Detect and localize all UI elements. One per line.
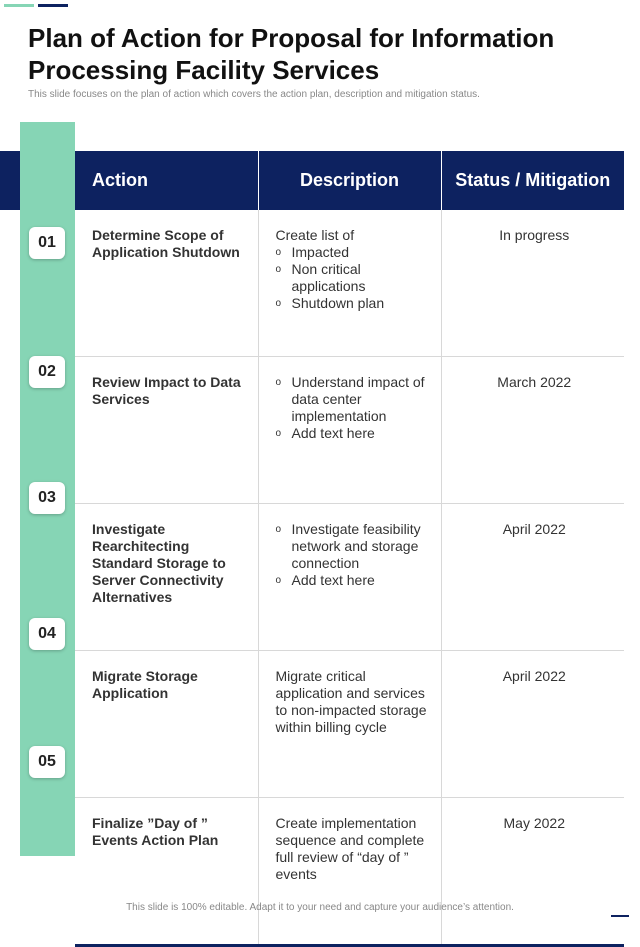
top-accent-navy — [38, 4, 68, 7]
bullet-text: Add text here — [291, 425, 375, 441]
description-cell — [258, 210, 441, 357]
step-number-badge: 03 — [29, 482, 65, 514]
description-text: Migrate critical application and services to non-impacted storage within billing cycle — [275, 668, 427, 735]
bullet-circle-icon: o — [275, 428, 282, 439]
status-cell: May 2022 — [441, 798, 624, 946]
bullet-circle-icon: o — [275, 298, 282, 309]
bullet-text: Impacted — [291, 244, 350, 260]
action-cell: Review Impact to Data Services — [75, 357, 258, 504]
table-row — [75, 357, 624, 504]
action-cell: Determine Scope of Application Shutdown — [75, 210, 258, 357]
step-number-badge: 05 — [29, 746, 65, 778]
table-header-row — [75, 151, 624, 210]
table-row — [75, 504, 624, 651]
table-row — [75, 798, 624, 946]
page-title: Plan of Action for Proposal for Information Processing Facility Services — [28, 23, 555, 85]
header-description: Description — [258, 151, 441, 210]
description-cell — [258, 651, 441, 798]
description-bullet — [276, 374, 427, 425]
description-text: Create implementation sequence and complete full review of “day of ” events — [275, 815, 425, 882]
status-cell: April 2022 — [441, 651, 624, 798]
bullet-text: Shutdown plan — [291, 295, 385, 311]
step-number-badge: 02 — [29, 356, 65, 388]
description-text: Create list of — [275, 227, 355, 243]
bullet-text: Non critical applications — [291, 261, 366, 294]
description-cell — [258, 357, 441, 504]
status-cell: In progress — [441, 210, 624, 357]
bullet-circle-icon: o — [275, 264, 282, 275]
bullet-circle-icon: o — [275, 377, 282, 388]
header-action: Action — [75, 151, 258, 210]
header-band-left — [0, 151, 20, 210]
table-row — [75, 651, 624, 798]
bullet-circle-icon: o — [275, 524, 282, 535]
bullet-text: Understand impact of data center implementation — [291, 374, 425, 424]
action-plan-table — [75, 151, 624, 947]
bullet-circle-icon: o — [275, 575, 282, 586]
step-number-badge: 04 — [29, 618, 65, 650]
description-bullet — [276, 295, 427, 312]
bullet-text: Investigate feasibility network and storage connection — [291, 521, 421, 571]
action-cell: Migrate Storage Application — [75, 651, 258, 798]
action-cell: Finalize ”Day of ” Events Action Plan — [75, 798, 258, 946]
status-cell: March 2022 — [441, 357, 624, 504]
status-cell: April 2022 — [441, 504, 624, 651]
description-cell — [258, 798, 441, 946]
step-number-badge: 01 — [29, 227, 65, 259]
description-bullet — [276, 572, 427, 589]
description-bullet — [276, 425, 427, 442]
bullet-circle-icon: o — [275, 247, 282, 258]
description-cell — [258, 504, 441, 651]
footer-mark — [611, 915, 629, 917]
header-status: Status / Mitigation — [441, 151, 624, 210]
description-bullet — [276, 521, 427, 572]
table-row — [75, 210, 624, 357]
bullet-text: Add text here — [291, 572, 375, 588]
top-accent-mint — [4, 4, 34, 7]
page-subtitle: This slide focuses on the plan of action which covers the action plan, description and mitigation status. — [28, 89, 480, 100]
description-bullet — [276, 261, 427, 295]
action-cell: Investigate Rearchitecting Standard Storage to Server Connectivity Alternatives — [75, 504, 258, 651]
description-bullet — [276, 244, 427, 261]
footer-note: This slide is 100% editable. Adapt it to your need and capture your audience’s attention. — [126, 902, 514, 913]
